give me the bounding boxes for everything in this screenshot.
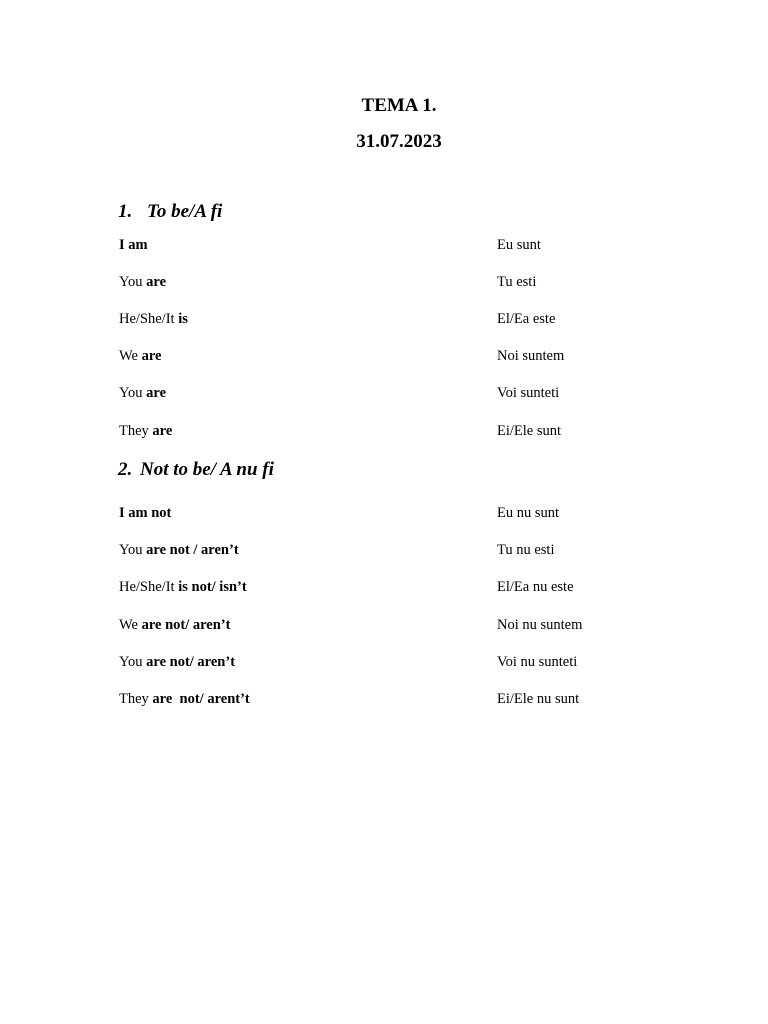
english-form bbox=[119, 689, 250, 709]
romanian-translation: Tu esti bbox=[497, 274, 537, 290]
english-form bbox=[119, 652, 235, 672]
conjugation-row bbox=[0, 615, 768, 635]
pronoun: He/She/It bbox=[119, 311, 179, 327]
verb-form: are not / aren’t bbox=[146, 542, 239, 558]
english-form bbox=[119, 577, 247, 597]
conjugation-row bbox=[0, 503, 768, 523]
english-form bbox=[119, 346, 161, 366]
romanian-translation: Ei/Ele nu sunt bbox=[497, 691, 580, 707]
page-date: 31.07.2023 bbox=[356, 131, 442, 152]
conjugation-row bbox=[0, 383, 768, 403]
romanian-translation: Voi sunteti bbox=[497, 385, 560, 401]
english-form bbox=[119, 503, 171, 523]
pronoun: You bbox=[119, 654, 147, 670]
section-number: 2. bbox=[118, 459, 133, 480]
verb-form: are bbox=[146, 385, 167, 401]
pronoun: He/She/It bbox=[119, 579, 179, 595]
romanian-translation: Noi suntem bbox=[497, 348, 565, 364]
conjugation-row bbox=[0, 346, 768, 366]
english-form bbox=[119, 421, 172, 441]
english-form bbox=[119, 272, 166, 292]
pronoun: We bbox=[119, 348, 142, 364]
verb-form: are not/ arent’t bbox=[152, 691, 250, 707]
pronoun: You bbox=[119, 274, 147, 290]
verb-form: are not/ aren’t bbox=[141, 617, 231, 633]
romanian-translation: Voi nu sunteti bbox=[497, 654, 578, 670]
english-form bbox=[119, 235, 148, 255]
verb-form: are not/ aren’t bbox=[146, 654, 236, 670]
verb-form: I am bbox=[119, 237, 148, 253]
page-title: TEMA 1. bbox=[361, 95, 437, 116]
conjugation-row bbox=[0, 235, 768, 255]
romanian-translation: El/Ea nu este bbox=[497, 579, 574, 595]
section-heading-to-be bbox=[118, 201, 222, 223]
english-form bbox=[119, 383, 166, 403]
conjugation-row bbox=[0, 577, 768, 597]
pronoun: They bbox=[119, 691, 153, 707]
romanian-translation: Tu nu esti bbox=[497, 542, 555, 558]
romanian-translation: Noi nu suntem bbox=[497, 617, 583, 633]
pronoun: You bbox=[119, 385, 147, 401]
verb-form: are bbox=[141, 348, 162, 364]
conjugation-row bbox=[0, 272, 768, 292]
conjugation-row bbox=[0, 309, 768, 329]
romanian-translation: El/Ea este bbox=[497, 311, 556, 327]
section-heading-not-to-be bbox=[118, 459, 274, 481]
english-form bbox=[119, 615, 230, 635]
section-title: Not to be/ A nu fi bbox=[140, 459, 274, 480]
verb-form: are bbox=[152, 423, 173, 439]
romanian-translation: Eu sunt bbox=[497, 237, 541, 253]
romanian-translation: Ei/Ele sunt bbox=[497, 423, 562, 439]
verb-form: is not/ isn’t bbox=[178, 579, 247, 595]
verb-form: I am not bbox=[119, 505, 172, 521]
romanian-translation: Eu nu sunt bbox=[497, 505, 560, 521]
english-form bbox=[119, 540, 239, 560]
conjugation-row bbox=[0, 652, 768, 672]
verb-form: is bbox=[178, 311, 188, 327]
pronoun: They bbox=[119, 423, 153, 439]
conjugation-row bbox=[0, 689, 768, 709]
pronoun: You bbox=[119, 542, 147, 558]
section-number: 1. bbox=[118, 201, 133, 222]
english-form bbox=[119, 309, 188, 329]
conjugation-row bbox=[0, 540, 768, 560]
conjugation-row bbox=[0, 421, 768, 441]
section-title: To be/A fi bbox=[147, 201, 223, 222]
verb-form: are bbox=[146, 274, 167, 290]
pronoun: We bbox=[119, 617, 142, 633]
